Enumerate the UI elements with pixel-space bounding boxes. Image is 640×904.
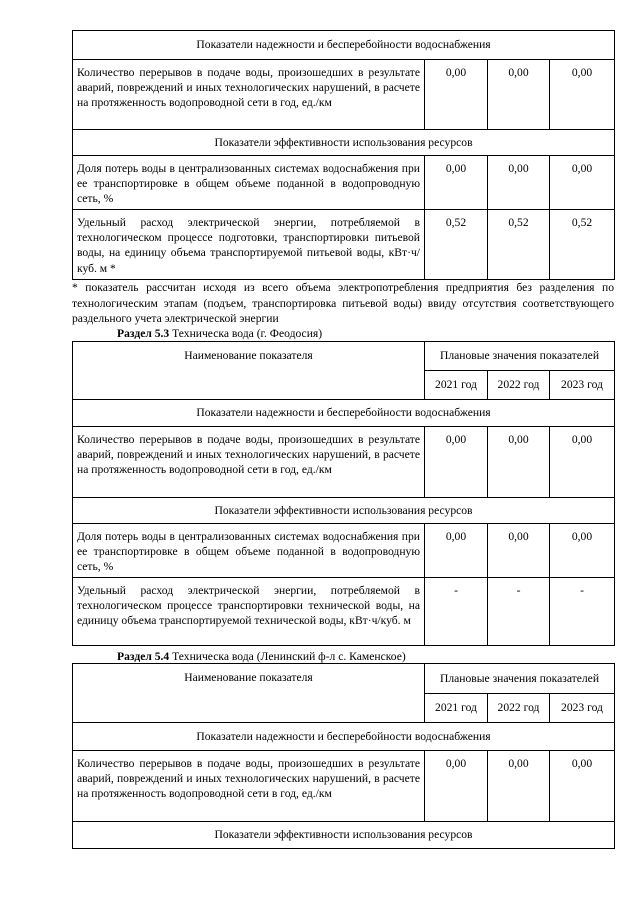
value-2021: 0,00 bbox=[425, 427, 488, 498]
column-header-plan: Плановые значения показателей bbox=[425, 664, 615, 694]
value-2021: - bbox=[425, 578, 488, 646]
interruptions-indicator: Количество перерывов в подаче воды, произошедших в результате аварий, повреждений и иных технологических нарушений, в расчете на протяженность водопроводной сети в год, ед./км bbox=[73, 751, 425, 822]
section-5-3-table bbox=[72, 341, 615, 646]
indicators-table-continued bbox=[72, 30, 615, 280]
value-2022: 0,00 bbox=[488, 60, 550, 130]
value-2022: 0,00 bbox=[488, 427, 550, 498]
year-header-2022: 2022 год bbox=[488, 371, 550, 400]
table-row bbox=[73, 751, 615, 822]
value-2022: 0,52 bbox=[488, 210, 550, 280]
reliability-group-heading: Показатели надежности и бесперебойности водоснабжения bbox=[73, 723, 615, 751]
year-header-2021: 2021 год bbox=[425, 371, 488, 400]
section-title: Техническа вода (г. Феодосия) bbox=[172, 327, 323, 340]
column-header-plan: Плановые значения показателей bbox=[425, 342, 615, 371]
value-2023: 0,00 bbox=[550, 156, 615, 210]
section-label: Раздел 5.4 bbox=[117, 650, 170, 663]
year-header-2023: 2023 год bbox=[550, 371, 615, 400]
reliability-group-heading: Показатели надежности и бесперебойности водоснабжения bbox=[73, 400, 615, 427]
section-label: Раздел 5.3 bbox=[117, 327, 170, 340]
value-2023: - bbox=[550, 578, 615, 646]
table-row bbox=[73, 524, 615, 578]
table-row bbox=[73, 210, 615, 280]
value-2023: 0,00 bbox=[550, 427, 615, 498]
value-2023: 0,00 bbox=[550, 60, 615, 130]
value-2022: 0,00 bbox=[488, 751, 550, 822]
value-2023: 0,00 bbox=[550, 751, 615, 822]
section-title: Техническа вода (Ленинский ф-л с. Каменское) bbox=[172, 650, 406, 663]
efficiency-group-heading: Показатели эффективности использования ресурсов bbox=[73, 822, 615, 849]
table-row bbox=[73, 60, 615, 130]
value-2022: 0,00 bbox=[488, 156, 550, 210]
value-2022: 0,00 bbox=[488, 524, 550, 578]
value-2021: 0,00 bbox=[425, 751, 488, 822]
value-2021: 0,00 bbox=[425, 524, 488, 578]
interruptions-indicator: Количество перерывов в подаче воды, произошедших в результате аварий, повреждений и иных технологических нарушений, в расчете на протяженность водопроводной сети в год, ед./км bbox=[73, 60, 425, 130]
section-5-4-table bbox=[72, 663, 615, 849]
efficiency-group-heading: Показатели эффективности использования ресурсов bbox=[73, 130, 615, 156]
value-2021: 0,00 bbox=[425, 156, 488, 210]
table-row bbox=[73, 427, 615, 498]
value-2023: 0,00 bbox=[550, 524, 615, 578]
value-2023: 0,52 bbox=[550, 210, 615, 280]
section-5-3-caption bbox=[117, 327, 322, 341]
energy-indicator: Удельный расход электрической энергии, потребляемой в технологическом процессе транспортировки технической воды, на единицу объема транспортируемой технической воды, кВт·ч/куб. м bbox=[73, 578, 425, 646]
year-header-2023: 2023 год bbox=[550, 694, 615, 723]
footnote: * показатель рассчитан исходя из всего объема электропотребления предприятия без разделения по технологическим этапам (подъем, транспортировка питьевой воды) ввиду отсутствия соответствующего раздельного учета электрической энергии bbox=[72, 281, 614, 325]
efficiency-group-heading: Показатели эффективности использования ресурсов bbox=[73, 498, 615, 524]
reliability-group-heading: Показатели надежности и бесперебойности водоснабжения bbox=[73, 31, 615, 60]
value-2021: 0,52 bbox=[425, 210, 488, 280]
year-header-2021: 2021 год bbox=[425, 694, 488, 723]
losses-indicator: Доля потерь воды в централизованных системах водоснабжения при ее транспортировке в общем объеме поданной в водопроводную сеть, % bbox=[73, 524, 425, 578]
value-2022: - bbox=[488, 578, 550, 646]
section-5-4-caption bbox=[117, 650, 406, 664]
value-2021: 0,00 bbox=[425, 60, 488, 130]
energy-indicator: Удельный расход электрической энергии, потребляемой в технологическом процессе подготовки, транспортировки питьевой воды, на единицу объема транспортируемой питьевой воды, кВт·ч/куб. м * bbox=[73, 210, 425, 280]
losses-indicator: Доля потерь воды в централизованных системах водоснабжения при ее транспортировке в общем объеме поданной в водопроводную сеть, % bbox=[73, 156, 425, 210]
column-header-indicator: Наименование показателя bbox=[73, 342, 425, 400]
interruptions-indicator: Количество перерывов в подаче воды, произошедших в результате аварий, повреждений и иных технологических нарушений, в расчете на протяженность водопроводной сети в год, ед./км bbox=[73, 427, 425, 498]
year-header-2022: 2022 год bbox=[488, 694, 550, 723]
column-header-indicator: Наименование показателя bbox=[73, 664, 425, 723]
table-row bbox=[73, 156, 615, 210]
table-row bbox=[73, 578, 615, 646]
